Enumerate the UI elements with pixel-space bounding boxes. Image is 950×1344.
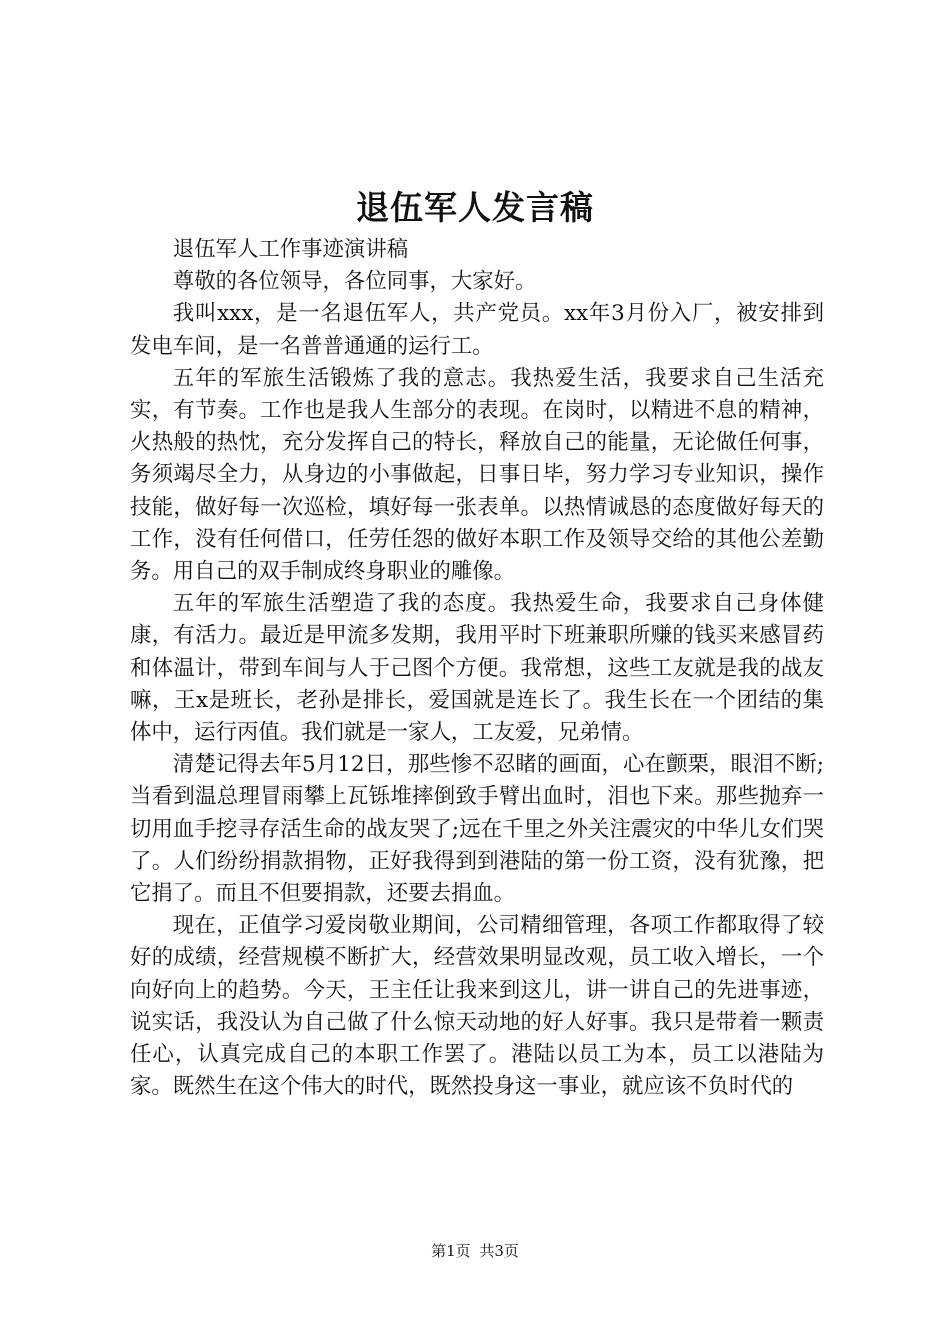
paragraph-subtitle: 退伍军人工作事迹演讲稿 <box>172 237 409 262</box>
paragraph: 现在，正值学习爱岗敬业期间，公司精细管理，各项工作都取得了较好的成绩，经营规模不断扩大，经营效果明显改观，员工收入增长，一个向好向上的趋势。今天，王主任让我来到这儿，讲一讲自己的先进事迹，说实话，我没认为自己做了什么惊天动地的好人好事。我只是带着一颗责任心，认真完成自己的本职工作罢了。港陆以员工为本，员工以港陆为家。既然生在这个伟大的时代，既然投身这一事业，就应该不负时代的 <box>130 913 824 1100</box>
page-footer <box>0 1241 950 1261</box>
paragraph: 清楚记得去年5月12日，那些惨不忍睹的画面，心在颤栗，眼泪不断;当看到温总理冒雨攀上瓦铄堆摔倒致手臂出血时，泪也下来。那些抛弃一切用血手挖寻存活生命的战友哭了;远在千里之外关注震灾的中华儿女们哭了。人们纷纷捐款捐物，正好我得到到港陆的第一份工资，没有犹豫，把它捐了。而且不但要捐款，还要去捐血。 <box>130 752 824 907</box>
paragraph-greeting: 尊敬的各位领导，各位同事，大家好。 <box>172 269 537 295</box>
paragraph: 五年的军旅生活锻炼了我的意志。我热爱生活，我要求自己生活充实，有节奏。工作也是我人生部分的表现。在岗时，以精进不息的精神，火热般的热忱，充分发挥自己的特长，释放自己的能量，无论做任何事，务须竭尽全力，从身边的小事做起，日事日毕，努力学习专业知识，操作技能，做好每一次巡检，填好每一张表单。以热情诚恳的态度做好每天的工作，没有任何借口，任劳任怨的做好本职工作及领导交给的其他公差勤务。用自己的双手制成终身职业的雕像。 <box>130 365 824 585</box>
page-total: 共3页 <box>479 1242 519 1260</box>
page-number: 第1页 <box>431 1242 471 1260</box>
paragraph: 五年的军旅生活塑造了我的态度。我热爱生命，我要求自己身体健康，有活力。最近是甲流多发期，我用平时下班兼职所赚的钱买来感冒药和体温计，带到车间与人于己图个方便。我常想，这些工友就是我的战友嘛，王x是班长，老孙是排长，爱国就是连长了。我生长在一个团结的集体中，运行丙值。我们就是一家人，工友爱，兄弟情。 <box>130 591 824 746</box>
paragraph: 我叫xxx，是一名退伍军人，共产党员。xx年3月份入厂，被安排到发电车间，是一名普普通通的运行工。 <box>130 301 824 359</box>
document-body <box>130 234 824 1103</box>
document-title: 退伍军人发言稿 <box>356 188 594 227</box>
